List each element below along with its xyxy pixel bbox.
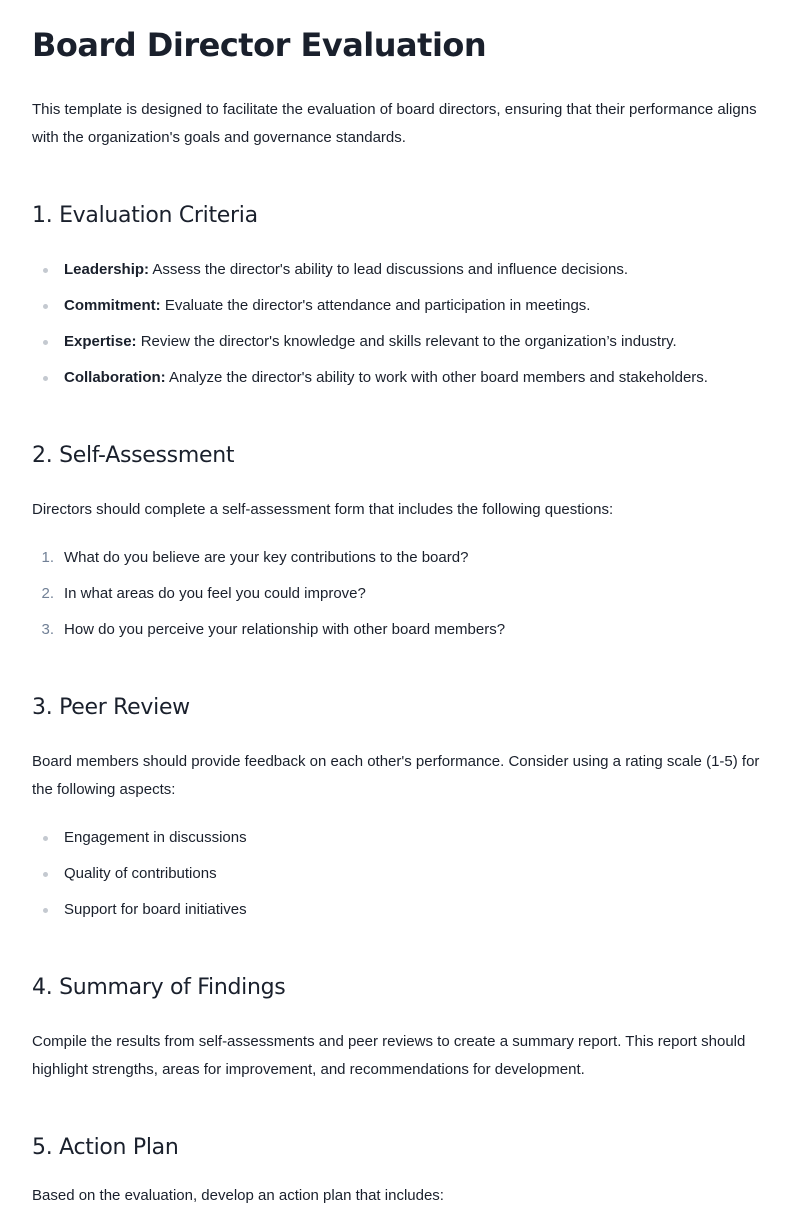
list-item-text: How do you perceive your relationship with other board members? [64,621,506,638]
criteria-term: Commitment: [64,297,161,314]
list-item-content [64,328,677,356]
bullet-icon [43,908,48,913]
list-item [32,896,768,924]
list-item [32,580,768,608]
list-item [32,616,768,644]
section-heading-evaluation-criteria: 1. Evaluation Criteria [32,203,258,228]
list-item [32,292,768,320]
bullet-icon [43,340,48,345]
list-item [32,364,768,392]
page-title: Board Director Evaluation [32,26,487,64]
section-heading-action-plan: 5. Action Plan [32,1135,179,1160]
list-item [32,860,768,888]
list-item-text: Quality of contributions [64,865,217,882]
list-item [32,824,768,852]
bullet-icon [43,872,48,877]
criteria-term: Expertise: [64,333,137,350]
section-paragraph: Board members should provide feedback on each other's performance. Consider using a rating scale (1-5) for the following aspects: [32,753,760,798]
list-item-content [64,292,590,320]
list-item-text: Support for board initiatives [64,901,247,918]
list-number: 3. [41,621,54,638]
list-item-text: In what areas do you feel you could improve? [64,585,366,602]
criteria-description: Analyze the director's ability to work with other board members and stakeholders. [165,369,708,386]
criteria-description: Evaluate the director's attendance and participation in meetings. [160,297,591,314]
list-item-text: Engagement in discussions [64,829,247,846]
section-paragraph: Directors should complete a self-assessment form that includes the following questions: [32,501,614,518]
list-item-text: What do you believe are your key contributions to the board? [64,549,469,566]
intro-paragraph: This template is designed to facilitate the evaluation of board directors, ensuring that their performance aligns with the organization's goals and governance standards. [32,101,757,146]
bullet-icon [43,304,48,309]
criteria-description: Review the director's knowledge and skills relevant to the organization’s industry. [136,333,677,350]
criteria-description: Assess the director's ability to lead discussions and influence decisions. [149,261,628,278]
criteria-term: Collaboration: [64,369,166,386]
bullet-icon [43,376,48,381]
list-item-content [64,256,628,284]
list-item [32,544,768,572]
section-heading-summary-of-findings: 4. Summary of Findings [32,975,286,1000]
bullet-icon [43,836,48,841]
list-number: 2. [41,585,54,602]
section-paragraph: Compile the results from self-assessments and peer reviews to create a summary report. This report should highlight strengths, areas for improvement, and recommendations for development. [32,1033,746,1078]
list-item [32,256,768,284]
list-item-content [64,364,708,392]
list-number: 1. [41,549,54,566]
list-item [32,328,768,356]
section-heading-self-assessment: 2. Self-Assessment [32,443,235,468]
bullet-icon [43,268,48,273]
section-paragraph: Based on the evaluation, develop an action plan that includes: [32,1187,444,1204]
section-heading-peer-review: 3. Peer Review [32,695,190,720]
criteria-term: Leadership: [64,261,150,278]
